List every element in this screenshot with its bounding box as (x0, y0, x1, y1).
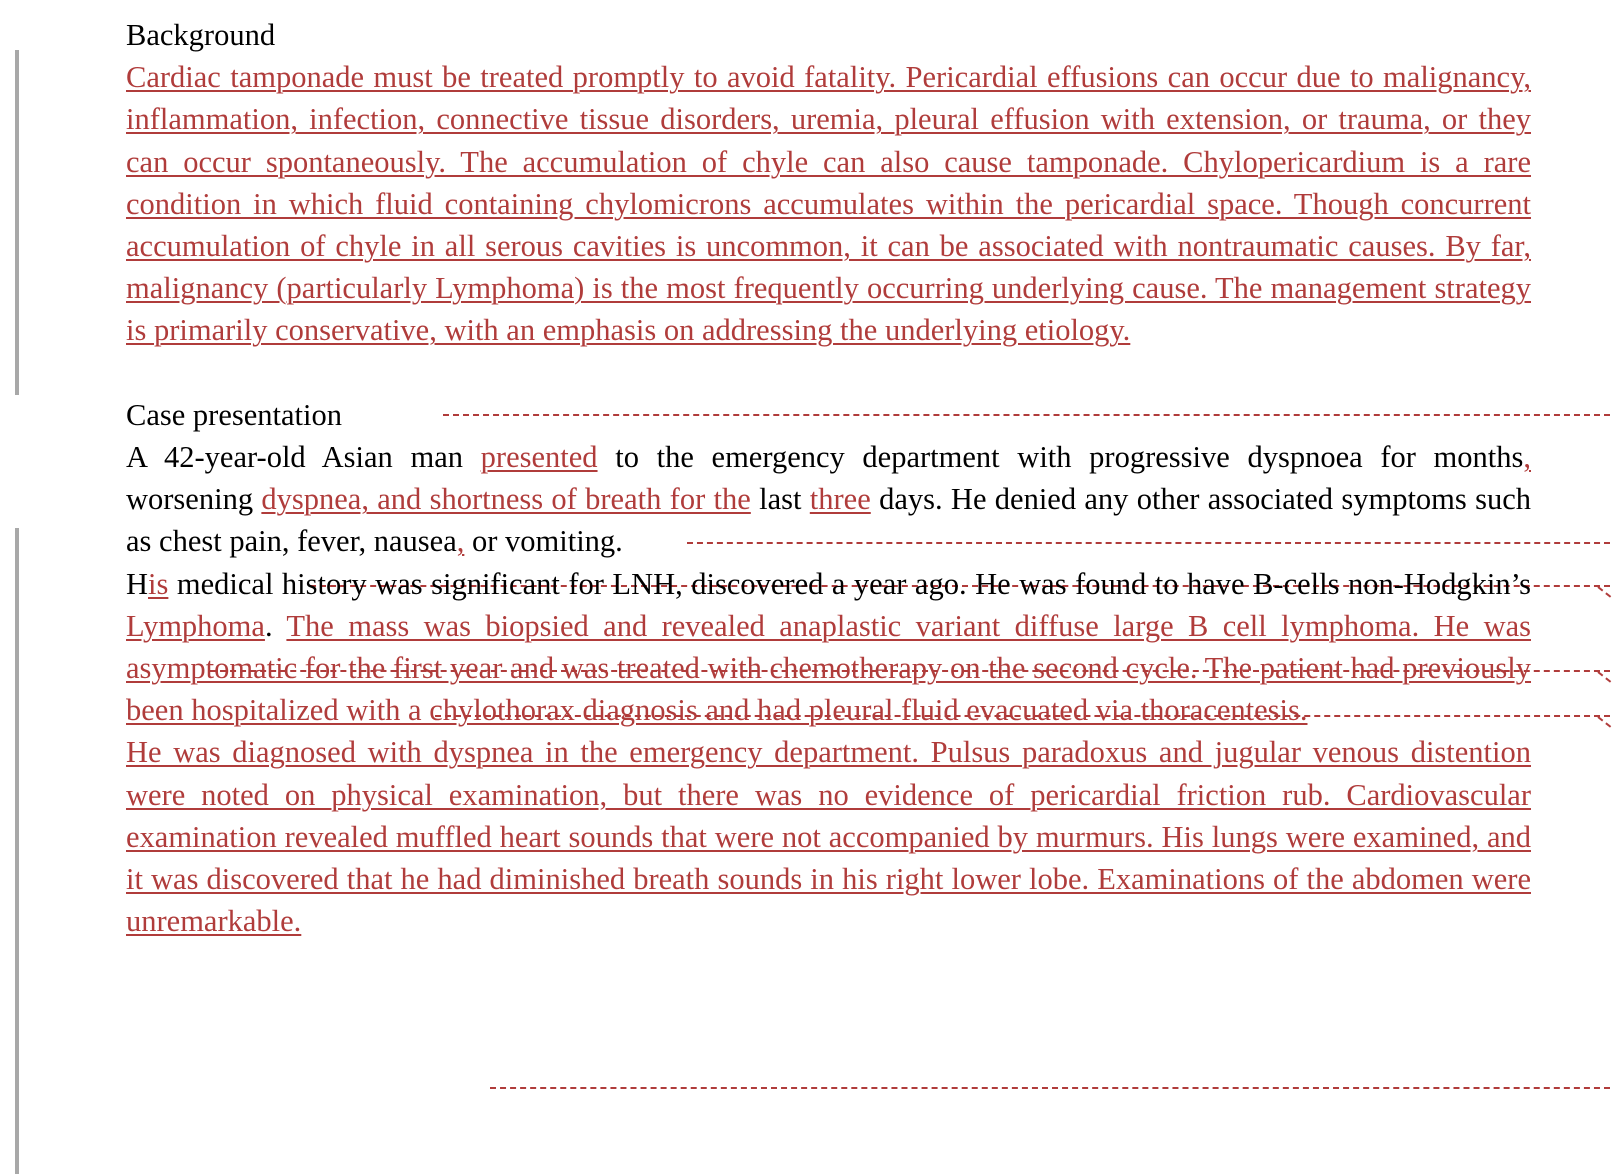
inserted-run-case1-8: three (809, 482, 871, 517)
run-case2-3: medical history was significant for LNH, discovered a year ago. He was found to have B-cells non-Hodgkin’s (168, 566, 1531, 601)
comment-anchor-hook-4 (1597, 671, 1611, 682)
run-case1-5: worsening (126, 482, 262, 517)
comment-anchor-line-6 (490, 1087, 1610, 1089)
paragraph-spacer (126, 352, 1531, 394)
comment-anchor-hook-3 (1597, 586, 1611, 597)
heading-background: Background (126, 18, 276, 52)
inserted-run-case2-4: Lymphoma (126, 608, 265, 643)
run-case1-1: A 42-year-old Asian man (126, 440, 481, 475)
inserted-run-case1-10: , (456, 524, 465, 559)
paragraph-case-3 (126, 731, 1531, 942)
comment-anchor-hook-5 (1597, 716, 1611, 727)
inserted-run-case3-1: He was diagnosed with dyspnea in the emergency department. Pulsus paradoxus and jugular venous distention were noted on physical examination, but there was no evidence of pericardial friction rub. Cardiovascular examination revealed muffled heart sounds that were not accompanied by murmurs. His lungs were examined, and it was discovered that he had diminished breath sounds in his right lower lobe. Examinations of the abdomen were unremarkable. (126, 735, 1531, 939)
run-case2-5: . (264, 608, 287, 643)
inserted-run-case1-6: dyspnea, and shortness of breath for the (261, 482, 751, 517)
change-bar-case-presentation (15, 528, 19, 1174)
run-case1-7: last (750, 482, 810, 517)
run-case1-9: days. He denied any other associated symptoms such as chest pain, fever, nausea (126, 482, 1531, 559)
run-case2-1: H (126, 566, 149, 601)
paragraph-background-body (126, 56, 1531, 351)
change-bar-background (15, 50, 19, 395)
inserted-text-background: Cardiac tamponade must be treated promptly to avoid fatality. Pericardial effusions can occur due to malignancy, inflammation, infection, connective tissue disorders, uremia, pleural effusion with extension, or trauma, or they can occur spontaneously. The accumulation of chyle can also cause tamponade. Chylopericardium is a rare condition in which fluid containing chylomicrons accumulates within the pericardial space. Though concurrent accumulation of chyle in all serous cavities is uncommon, it can be associated with nontraumatic causes. By far, malignancy (particularly Lymphoma) is the most frequently occurring underlying cause. The management strategy is primarily conservative, with an emphasis on addressing the underlying etiology. (126, 60, 1531, 348)
paragraph-case-1 (126, 436, 1531, 563)
run-case1-11: or vomiting. (464, 524, 623, 559)
paragraph-case-2 (126, 563, 1531, 732)
heading-case-presentation: Case presentation (126, 397, 342, 432)
document-text-column (126, 14, 1531, 942)
inserted-run-case2-6: The mass was biopsied and revealed anaplastic variant diffuse large B cell lymphoma. He was asymptomatic for the first year and was treated with chemotherapy on the second cycle. The patient had previously been hospitalized with a chylothorax diagnosis and had pleural fluid evacuated via thoracentesis. (126, 608, 1531, 728)
inserted-run-case2-2: is (148, 566, 169, 601)
run-case1-3: to the emergency department with progressive dyspnoea for months (597, 440, 1524, 475)
inserted-run-case1-4: , (1523, 440, 1531, 475)
inserted-run-case1-2: presented (480, 440, 598, 475)
